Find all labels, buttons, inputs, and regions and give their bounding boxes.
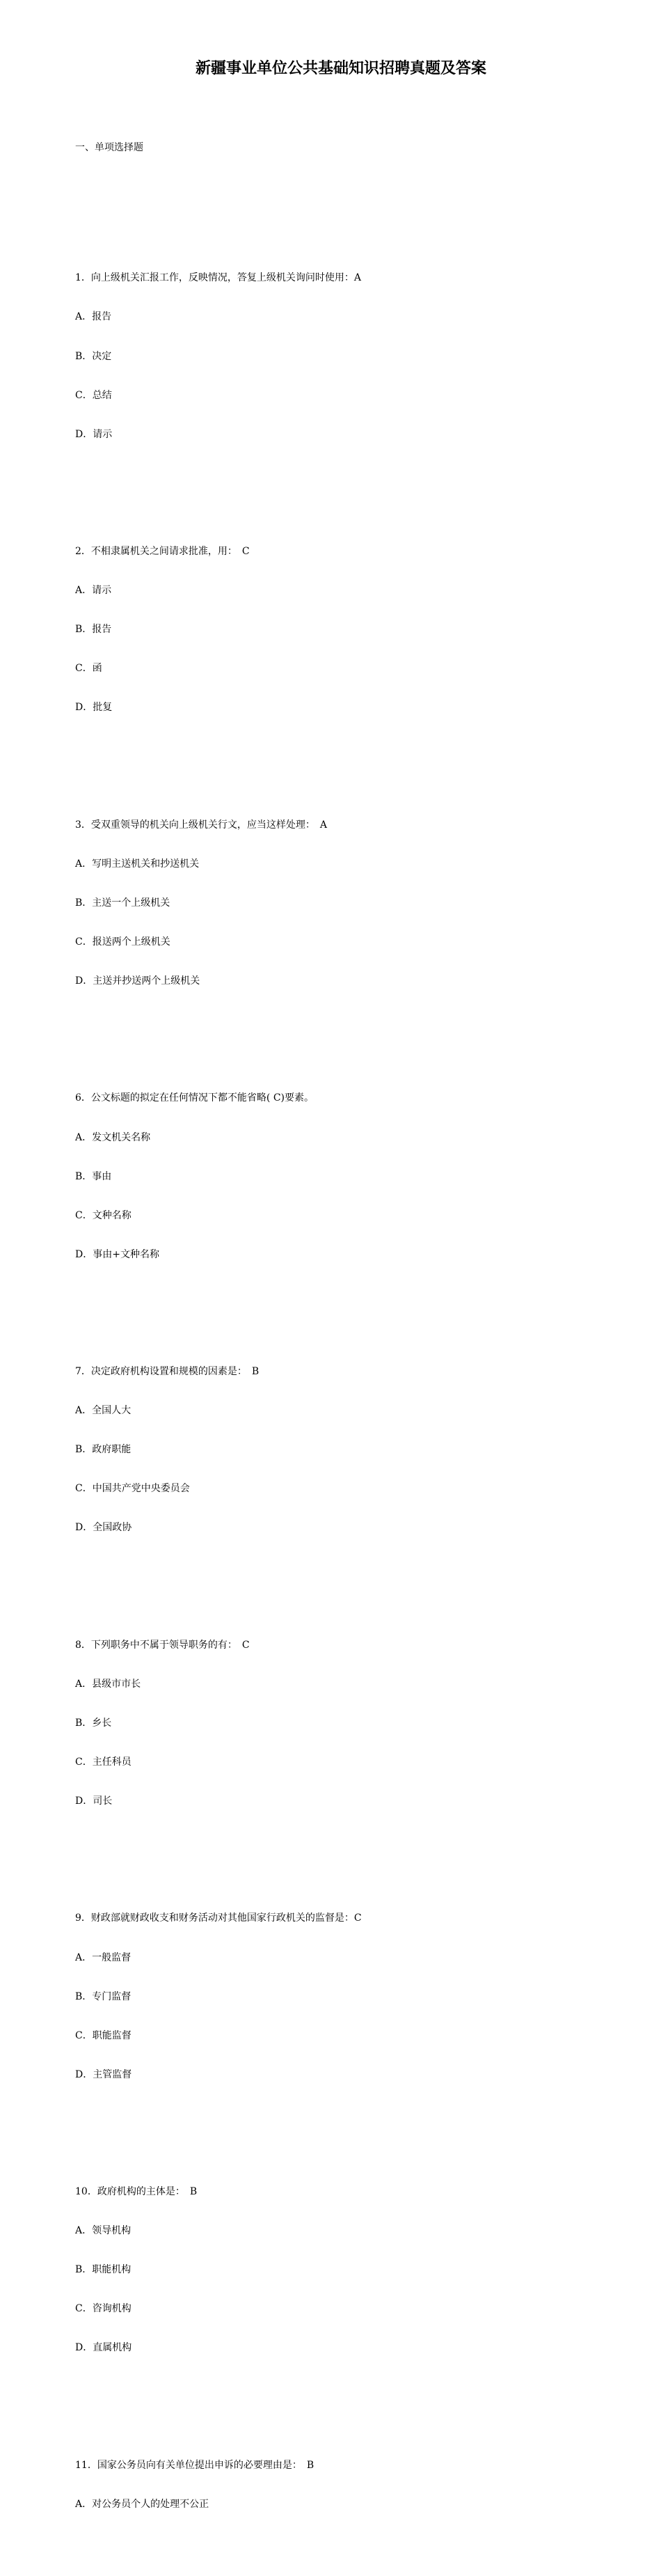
option-b: B．乡长 bbox=[75, 1717, 112, 1729]
question-stem: 1．向上级机关汇报工作，反映情况，答复上级机关询问时使用：A bbox=[75, 272, 362, 284]
option-c: C．主任科员 bbox=[75, 1757, 132, 1768]
question-10 bbox=[75, 2160, 632, 2381]
option-b: B．专门监督 bbox=[75, 1990, 132, 2002]
document-body bbox=[75, 116, 632, 2576]
question-stem: 10．政府机构的主体是： B bbox=[75, 2186, 198, 2198]
option-d: D．主送并抄送两个上级机关 bbox=[75, 975, 200, 987]
option-b: B．报告 bbox=[75, 624, 112, 636]
option-d: D．主管监督 bbox=[75, 2068, 132, 2080]
question-11 bbox=[75, 2433, 632, 2537]
question-stem: 2．不相隶属机关之间请求批准，用： C bbox=[75, 546, 250, 558]
document-title: 新疆事业单位公共基础知识招聘真题及答案 bbox=[195, 60, 486, 77]
option-c: C．总结 bbox=[75, 389, 112, 401]
question-9 bbox=[75, 1886, 632, 2107]
question-stem: 6．公文标题的拟定在任何情况下都不能省略( C)要素。 bbox=[75, 1092, 314, 1104]
option-b: B．决定 bbox=[75, 350, 112, 362]
option-c: C．中国共产党中央委员会 bbox=[75, 1483, 190, 1495]
option-a: A．县级市市长 bbox=[75, 1678, 141, 1690]
option-d: D．司长 bbox=[75, 1796, 113, 1807]
option-d: D．全国政协 bbox=[75, 1522, 132, 1534]
option-c: C．报送两个上级机关 bbox=[75, 936, 170, 948]
question-1 bbox=[75, 246, 632, 467]
option-a: A．一般监督 bbox=[75, 1951, 132, 1963]
option-a: A．写明主送机关和抄送机关 bbox=[75, 858, 200, 870]
option-b: B．政府职能 bbox=[75, 1444, 132, 1456]
option-a: A．对公务员个人的处理不公正 bbox=[75, 2498, 209, 2510]
option-a: A．请示 bbox=[75, 585, 112, 597]
question-stem: 7．决定政府机构设置和规模的因素是： B bbox=[75, 1366, 260, 1378]
option-a: A．报告 bbox=[75, 311, 112, 323]
option-b: B．事由 bbox=[75, 1170, 112, 1182]
question-7 bbox=[75, 1340, 632, 1561]
question-2 bbox=[75, 519, 632, 741]
option-a: A．发文机关名称 bbox=[75, 1131, 151, 1143]
option-b: B．职能机构 bbox=[75, 2264, 132, 2276]
question-stem: 8．下列职务中不属于领导职务的有： C bbox=[75, 1639, 250, 1651]
option-b: B．主送一个上级机关 bbox=[75, 897, 170, 909]
option-c: C．职能监督 bbox=[75, 2029, 132, 2041]
question-3 bbox=[75, 792, 632, 1014]
option-d: D．直属机构 bbox=[75, 2342, 132, 2354]
question-6 bbox=[75, 1066, 632, 1287]
section-heading: 一、单项选择题 bbox=[75, 142, 143, 154]
question-stem: 9．财政部就财政收支和财务活动对其他国家行政机关的监督是：C bbox=[75, 1913, 362, 1924]
option-c: C．文种名称 bbox=[75, 1209, 132, 1221]
option-d: D．批复 bbox=[75, 702, 113, 714]
question-stem: 11．国家公务员向有关单位提出申诉的必要理由是： B bbox=[75, 2459, 314, 2471]
question-8 bbox=[75, 1612, 632, 1834]
option-a: A．领导机构 bbox=[75, 2225, 132, 2237]
option-c: C．函 bbox=[75, 663, 102, 675]
option-d: D．事由+文种名称 bbox=[75, 1248, 159, 1260]
option-d: D．请示 bbox=[75, 428, 113, 440]
spacer bbox=[75, 194, 632, 207]
question-stem: 3．受双重领导的机关向上级机关行文，应当这样处理： A bbox=[75, 819, 328, 831]
option-c: C．咨询机构 bbox=[75, 2303, 132, 2315]
option-a: A．全国人大 bbox=[75, 1405, 132, 1417]
